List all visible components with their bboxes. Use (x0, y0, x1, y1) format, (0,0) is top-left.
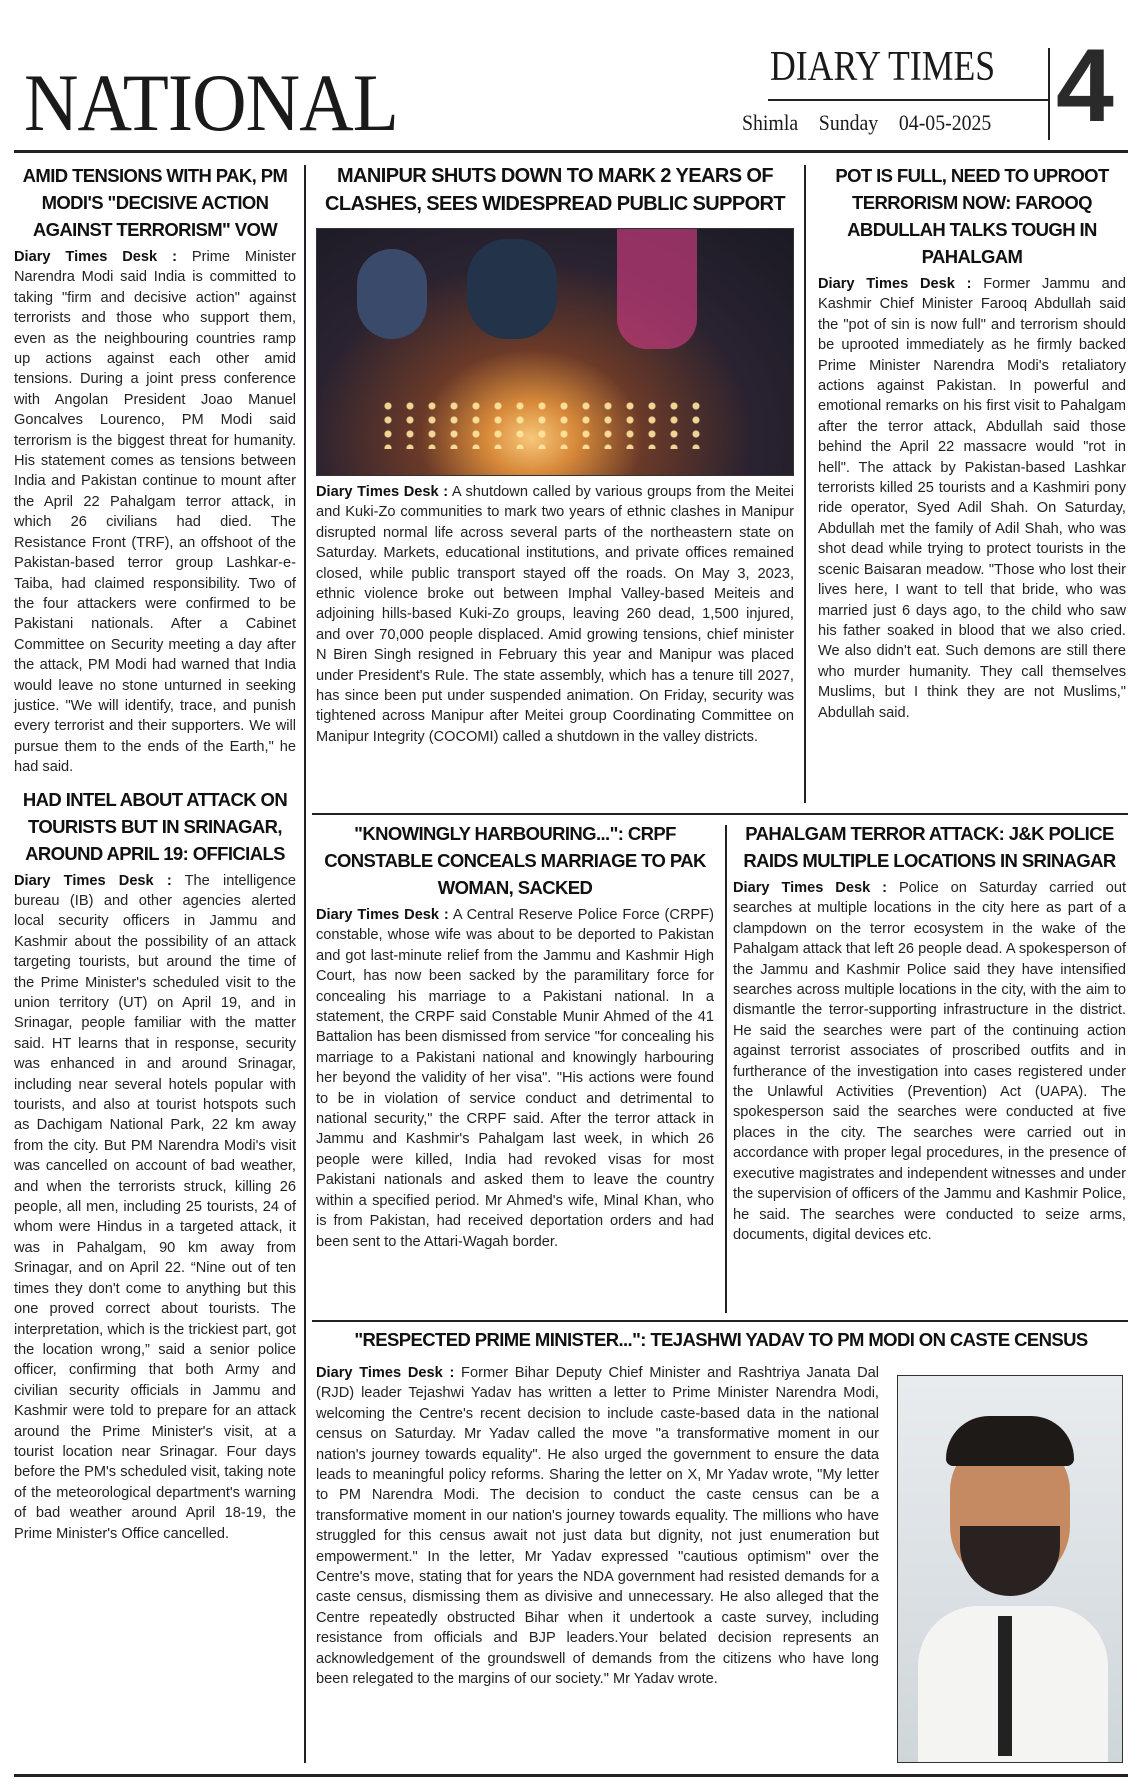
headline: "KNOWINGLY HARBOURING...": CRPF CONSTABLE CONCEALS MARRIAGE TO PAK WOMAN, SACKED (324, 823, 706, 898)
article-srinagar-raids (733, 820, 1126, 1245)
page-number: 4 (1056, 28, 1114, 144)
headline: MANIPUR SHUTS DOWN TO MARK 2 YEARS OF CLASHES, SEES WIDESPREAD PUBLIC SUPPORT (325, 165, 785, 215)
header-rule (14, 150, 1128, 153)
headline: POT IS FULL, NEED TO UPROOT TERRORISM NOW: FAROOQ ABDULLAH TALKS TOUGH IN PAHALGAM (835, 165, 1109, 267)
article-body: Former Jammu and Kashmir Chief Minister Farooq Abdullah said the "pot of sin is now full" and terrorism should be uprooted immediately as he firmly backed Prime Minister Narendra Modi's retaliatory actions against Pakistan. In powerful and emotional remarks on his first visit to Pahalgam after the terror attack, Abdullah said those behind the April 22 massacre would "rot in hell". The attack by Pakistan-based Lashkar terrorists killed 25 tourists and a Kashmiri pony ride operator, Syed Adil Shah. On Saturday, Abdullah met the family of Adil Shah, who was shot dead while trying to protect tourists in the scenic Baisaran meadow. "Those who lost their lives here, I want to tell that bride, who was married just 6 days ago, to the child who saw his father soaked in blood that we also cried. We also didn't eat. Such demons are still there who murder humanity. They call themselves Muslims, but I think they are not Muslims," Abdullah said. (818, 276, 1126, 721)
headline: "RESPECTED PRIME MINISTER...": TEJASHWI YADAV TO PM MODI ON CASTE CENSUS (354, 1329, 1088, 1350)
section-rule (312, 813, 1128, 815)
desk-label: Diary Times Desk : (316, 484, 449, 500)
article-farooq (818, 162, 1126, 723)
article-body: Police on Saturday carried out searches at multiple locations in the city here as part of a clampdown on the terror ecosystem in the wake of the Pahalgam attack that left 26 people dead. A spokesperson of the Jammu and Kashmir Police said they have intensified searches across multiple locations in the city, with the aim to dismantle the terror-supporting infrastructure in the district. He said the searches were part of the continuing action against terrorist associates of proscribed outfits and in furtherance of the investigation into cases registered under the Unlawful Activities (Prevention) Act (UAPA). The spokesperson said the searches were conducted at five places in the city. The searches were carried out in accordance with proper legal procedures, in the presence of executive magistrates and independent witnesses and under the supervision of officers of the Jammu and Kashmir Police, he said. The searches were conducted to seize arms, documents, digital devices etc. (733, 880, 1126, 1243)
desk-label: Diary Times Desk : (316, 907, 449, 923)
section-rule (312, 1320, 1128, 1322)
article-body: A shutdown called by various groups from the Meitei and Kuki-Zo communities to mark two years of ethnic clashes in Manipur disrupted normal life across several parts of the northeastern state on Saturday. Markets, educational institutions, and private offices remained closed, while public transport stayed off the roads. On May 3, 2023, ethnic violence broke out between Imphal Valley-based Meiteis and adjoining hills-based Kuki-Zo groups, leaving 260 dead, 1,500 injured, and over 70,000 people displaced. Amid growing tensions, chief minister N Biren Singh resigned in February this year and Manipur was placed under President's Rule. The state assembly, which has a tenure till 2027, has since been put under suspended animation. On Friday, security was tightened across Manipur after Meitei group Coordinating Committee on Manipur Integrity (COCOMI) called a shutdown in the valley districts. (316, 484, 795, 745)
day: Sunday (818, 110, 879, 135)
article-body: Prime Minister Narendra Modi said India is committed to taking "firm and decisive action" against terrorists and those who support them, even as the neighbouring countries ramp up actions against each other amid tensions. During a joint press conference with Angolan President Joao Manuel Goncalves Lourenco, PM Modi said terrorism is the biggest threat for humanity. His statement comes as tensions between India and Pakistan continue to mount after the April 22 Pahalgam terror attack, in which 26 civilians had died. The Resistance Front (TRF), an offshoot of the Pakistan-based terror group Lashkar-e-Taiba, had claimed responsibility. Two of the four attackers were confirmed to be Pakistani nationals. After a Cabinet Committee on Security meeting a day after the attack, PM Modi had warned that India would leave no stone unturned in seeking justice. "We will identify, trace, and punish every terrorist and their supporters. We will pursue them to the ends of the Earth," he had said. (14, 249, 297, 776)
candle-vigil-photo (316, 228, 794, 476)
date: 04-05-2025 (898, 110, 992, 135)
desk-label: Diary Times Desk : (14, 872, 172, 889)
headline: HAD INTEL ABOUT ATTACK ON TOURISTS BUT IN SRINAGAR, AROUND APRIL 19: OFFICIALS (22, 788, 288, 864)
headline: AMID TENSIONS WITH PAK, PM MODI'S "DECISIVE ACTION AGAINST TERRORISM" VOW (22, 165, 288, 240)
column-divider (804, 165, 806, 803)
headline: PAHALGAM TERROR ATTACK: J&K POLICE RAIDS MULTIPLE LOCATIONS IN SRINAGAR (743, 823, 1116, 871)
article-body: The intelligence bureau (IB) and other agencies alerted local security officers in Jammu and Kashmir about the possibility of an attack targeting tourists, but around the time of the Prime Minister's scheduled visit to the union territory (UT) on April 19, and in Srinagar, people familiar with the matter said. HT learns that in response, security was enhanced in and around Srinagar, including near several hotels popular with tourists, and also at tourist hotspots such as Dachigam National Park, 22 km away from the city. But PM Narendra Modi's visit was cancelled on account of bad weather, and when the terrorists struck, killing 26 people, all men, including 25 tourists, 24 of whom were Hindus in a targeted attack, it was in Pahalgam, 90 km away from Srinagar, and on April 22. “Nine out of ten times they don't come to anything but this one proved correct about tourists. The interpretation, which is the trickiest part, got the location wrong,” said a senior police officer, confirming that both Army and civilian security officials in Jammu and Kashmir were told to prepare for an attack around the Prime Minister's visit, at a tourist location near Srinagar. Four days before the PM's scheduled visit, taking note of the meteorological department's warning of bad weather around April 18-19, the Prime Minister's Office cancelled. (14, 872, 296, 1542)
desk-label: Diary Times Desk : (14, 249, 177, 265)
article-manipur (316, 162, 794, 747)
desk-label: Diary Times Desk : (316, 1365, 455, 1381)
city: Shimla (742, 110, 799, 135)
newspaper-name: DIARY TIMES (770, 44, 996, 90)
section-title: NATIONAL (24, 57, 398, 148)
article-body: A Central Reserve Police Force (CRPF) constable, whose wife was about to be deported to Pakistan and got last-minute relief from the Jammu and Kashmir High Court, has now been sacked by the paramilitary force for concealing his marriage to a Pakistani national. In a statement, the CRPF said Constable Munir Ahmed of the 41 Battalion has been dismissed from service "for concealing his marriage to a Pakistani national and knowingly harbouring her beyond the validity of her visa". "His actions were found to be in violation of service conduct and detrimental to national security," the CRPF said. After the terror attack in Jammu and Kashmir's Pahalgam last week, in which 26 people were killed, India had revoked visas for most Pakistani nationals and asked them to leave the country within a specified period. Mr Ahmed's wife, Minal Khan, who is from Pakistan, had received deportation orders and had been sent to the Attari-Wagah border. (316, 907, 714, 1250)
masthead-rule (768, 99, 1048, 101)
desk-label: Diary Times Desk : (818, 276, 972, 292)
column-divider (725, 825, 727, 1313)
article-modi-terrorism (14, 162, 296, 778)
desk-label: Diary Times Desk : (733, 880, 887, 896)
left-column (14, 162, 296, 1544)
article-body: Former Bihar Deputy Chief Minister and Rashtriya Janata Dal (RJD) leader Tejashwi Yadav has written a letter to Prime Minister Narendra Modi, welcoming the Centre's recent decision to include caste-based data in the national census on Saturday. Mr Yadav called the move "a transformative moment in our nation's journey towards equality". He also urged the government to ensure the data leads to meaningful policy reforms. Sharing the letter on X, Mr Yadav wrote, "My letter to PM Narendra Modi. The decision to conduct the caste census can be a transformative moment in our nation's journey towards equality. The millions who have struggled for this census await not just data but dignity, not just enumeration but empowerment." In the letter, Mr Yadav expressed "cautious optimism" over the Centre's move, stating that for years the NDA government had resisted demands for a caste census, dismissing them as divisive and unnecessary. He also alleged that the Centre repeatedly obstructed Bihar when it undertook a caste survey, including resistance from officials and BJP leaders.Your belated decision represents an acknowledgement of the groundswell of demands from the citizens who have long been relegated to the margins of our society." Mr Yadav wrote. (316, 1365, 879, 1688)
dateline (742, 110, 991, 136)
masthead-divider (1048, 48, 1050, 140)
tejashwi-yadav-photo (897, 1375, 1123, 1763)
article-intel-srinagar (14, 786, 296, 1544)
article-crpf (316, 820, 714, 1252)
footer-rule (14, 1774, 1128, 1777)
column-divider (304, 165, 306, 1763)
